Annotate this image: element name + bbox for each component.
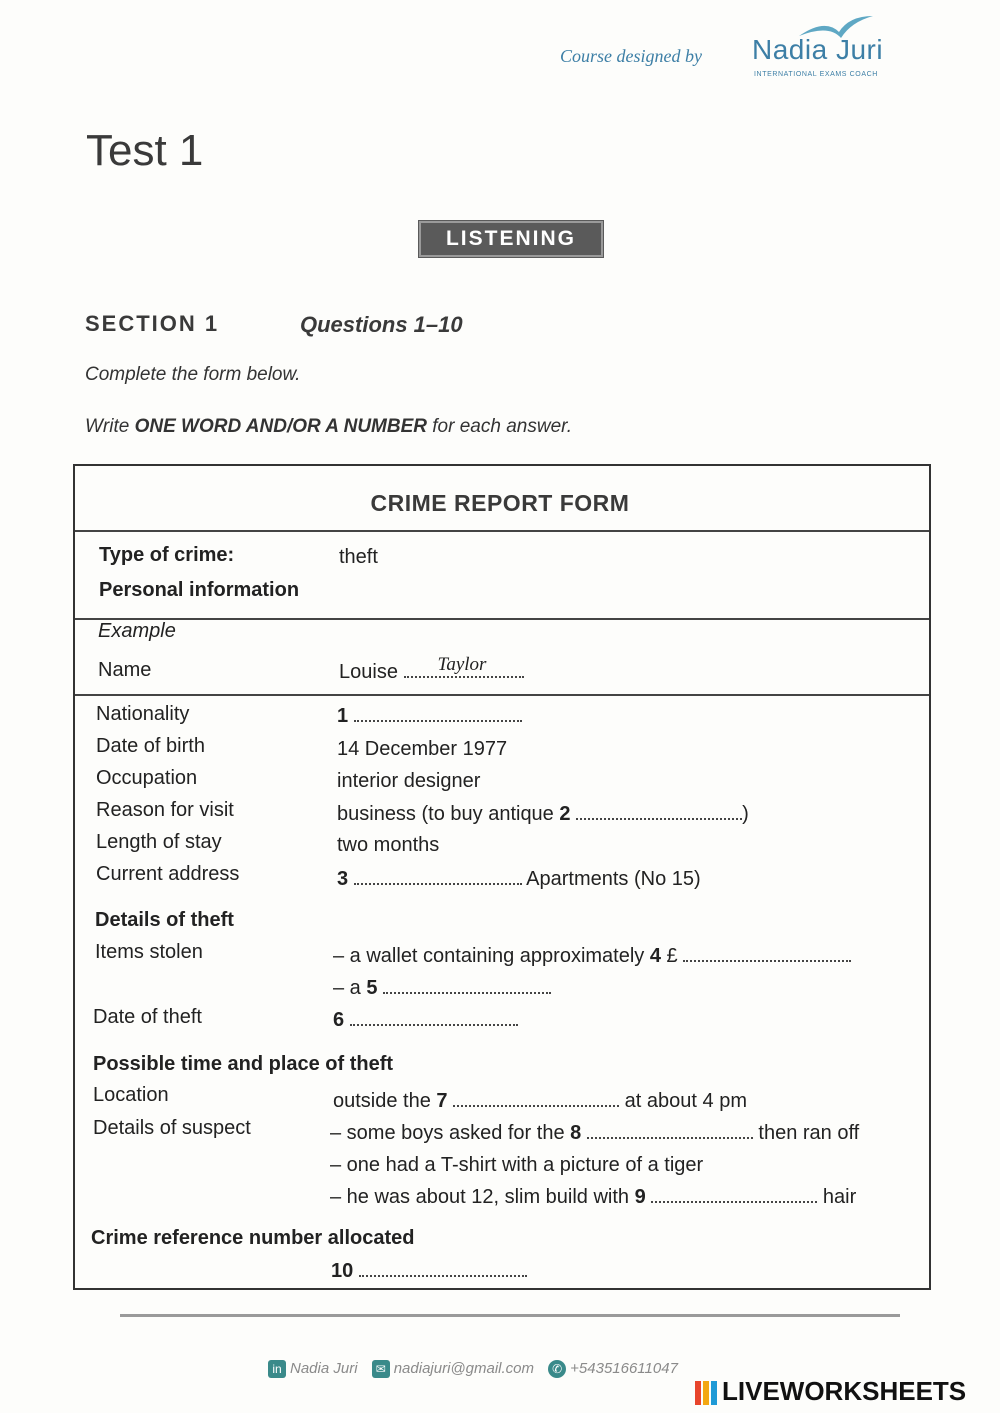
reason-value: business (to buy antique bbox=[337, 803, 554, 825]
linkedin-icon: in bbox=[268, 1360, 286, 1378]
answer-blank-9[interactable] bbox=[651, 1187, 817, 1203]
form-divider bbox=[75, 694, 929, 696]
instruction-write bbox=[85, 416, 572, 438]
question-number-3: 3 bbox=[337, 868, 349, 890]
answer-blank-5[interactable] bbox=[383, 978, 551, 994]
suspect-row-3 bbox=[330, 1186, 856, 1209]
listening-badge: LISTENING bbox=[418, 220, 604, 258]
date-of-theft-row bbox=[333, 1009, 518, 1032]
date-of-theft-label: Date of theft bbox=[93, 1006, 202, 1028]
brand-name: Nadia Juri bbox=[752, 34, 884, 65]
answer-blank-1[interactable] bbox=[354, 706, 522, 722]
example-label: Example bbox=[98, 620, 176, 642]
question-number-7: 7 bbox=[436, 1090, 448, 1112]
items-stolen-1: – a wallet containing approximately bbox=[333, 945, 645, 967]
reason-row bbox=[337, 803, 749, 826]
items-stolen-2: – a bbox=[333, 977, 361, 999]
answer-blank-3[interactable] bbox=[354, 869, 522, 885]
email-contact bbox=[372, 1360, 534, 1377]
occupation-label: Occupation bbox=[96, 767, 198, 789]
dob-label: Date of birth bbox=[96, 735, 205, 757]
suspect-label: Details of suspect bbox=[93, 1117, 251, 1139]
location-row bbox=[333, 1090, 747, 1113]
phone-number: +543516611047 bbox=[570, 1360, 678, 1377]
example-answer: Taylor bbox=[437, 654, 487, 675]
name-label: Name bbox=[98, 659, 152, 681]
question-number-10: 10 bbox=[331, 1260, 354, 1282]
name-value: Louise bbox=[339, 661, 398, 683]
answer-blank-6[interactable] bbox=[350, 1010, 518, 1026]
suspect-detail-3-suffix: hair bbox=[822, 1186, 857, 1208]
phone-contact bbox=[548, 1360, 678, 1377]
linkedin-contact bbox=[268, 1360, 358, 1377]
theft-heading: Details of theft bbox=[95, 909, 234, 931]
question-number-1: 1 bbox=[337, 705, 349, 727]
items-row-2 bbox=[333, 977, 551, 1000]
liveworksheets-logo[interactable] bbox=[694, 1376, 966, 1407]
page-title: Test 1 bbox=[86, 126, 204, 175]
answer-blank-2[interactable] bbox=[576, 804, 742, 820]
question-number-5: 5 bbox=[366, 977, 378, 999]
crime-reference-row bbox=[331, 1260, 527, 1283]
nationality-answer-row bbox=[337, 705, 522, 728]
personal-info-heading: Personal information bbox=[99, 579, 300, 601]
section-label: SECTION 1 bbox=[85, 311, 220, 336]
dob-value: 14 December 1977 bbox=[337, 738, 508, 760]
questions-range: Questions 1–10 bbox=[300, 312, 463, 337]
items-stolen-label: Items stolen bbox=[95, 941, 203, 963]
suspect-row-1 bbox=[330, 1122, 859, 1145]
brand-by-line: Course designed by bbox=[560, 46, 702, 66]
stay-label: Length of stay bbox=[96, 831, 222, 853]
example-answer-line bbox=[404, 654, 524, 678]
items-row-1 bbox=[333, 945, 851, 968]
mail-icon: ✉ bbox=[372, 1360, 390, 1378]
answer-blank-7[interactable] bbox=[453, 1091, 619, 1107]
type-of-crime-label: Type of crime: bbox=[99, 544, 235, 566]
crime-reference-heading: Crime reference number allocated bbox=[91, 1227, 415, 1249]
location-prefix: outside the bbox=[333, 1090, 431, 1112]
form-title: CRIME REPORT FORM bbox=[370, 490, 630, 516]
address-label: Current address bbox=[96, 863, 240, 885]
type-of-crime-value: theft bbox=[339, 546, 378, 568]
form-divider bbox=[75, 618, 929, 620]
question-number-2: 2 bbox=[559, 803, 571, 825]
question-number-4: 4 bbox=[649, 945, 661, 967]
reason-label: Reason for visit bbox=[96, 799, 234, 821]
pound-sign: £ bbox=[666, 945, 678, 967]
answer-blank-8[interactable] bbox=[587, 1123, 753, 1139]
address-row bbox=[337, 868, 701, 891]
question-number-6: 6 bbox=[333, 1009, 345, 1031]
instruction-write-bold: ONE WORD AND/OR A NUMBER bbox=[134, 416, 427, 437]
instruction-complete: Complete the form below. bbox=[85, 364, 301, 385]
instruction-write-prefix: Write bbox=[85, 416, 130, 437]
occupation-value: interior designer bbox=[337, 770, 481, 792]
suspect-detail-1-suffix: then ran off bbox=[758, 1122, 860, 1144]
question-number-9: 9 bbox=[634, 1186, 646, 1208]
suspect-detail-1: – some boys asked for the bbox=[330, 1122, 565, 1144]
answer-blank-4[interactable] bbox=[683, 946, 851, 962]
brand-tagline: INTERNATIONAL EXAMS COACH bbox=[754, 71, 878, 78]
nationality-label: Nationality bbox=[96, 703, 190, 725]
reason-close: ) bbox=[742, 803, 749, 825]
possible-time-place-heading: Possible time and place of theft bbox=[93, 1053, 394, 1075]
instruction-write-suffix: for each answer. bbox=[432, 416, 573, 437]
question-number-8: 8 bbox=[570, 1122, 582, 1144]
name-value-row bbox=[339, 654, 524, 684]
liveworksheets-text: LIVEWORKSHEETS bbox=[722, 1376, 967, 1406]
whatsapp-icon: ✆ bbox=[548, 1360, 566, 1378]
footer-contact bbox=[268, 1360, 688, 1378]
answer-blank-10[interactable] bbox=[359, 1261, 527, 1277]
location-suffix: at about 4 pm bbox=[624, 1090, 747, 1112]
suspect-detail-2: – one had a T-shirt with a picture of a tiger bbox=[330, 1154, 704, 1176]
email-address: nadiajuri@gmail.com bbox=[393, 1360, 534, 1377]
liveworksheets-mark-icon bbox=[694, 1379, 720, 1407]
address-suffix: Apartments (No 15) bbox=[526, 868, 701, 890]
stay-value: two months bbox=[337, 834, 440, 856]
linkedin-name: Nadia Juri bbox=[290, 1360, 358, 1377]
footer-divider bbox=[120, 1314, 900, 1317]
form-divider bbox=[75, 530, 929, 532]
suspect-detail-3: – he was about 12, slim build with bbox=[330, 1186, 630, 1208]
location-label: Location bbox=[93, 1084, 169, 1106]
